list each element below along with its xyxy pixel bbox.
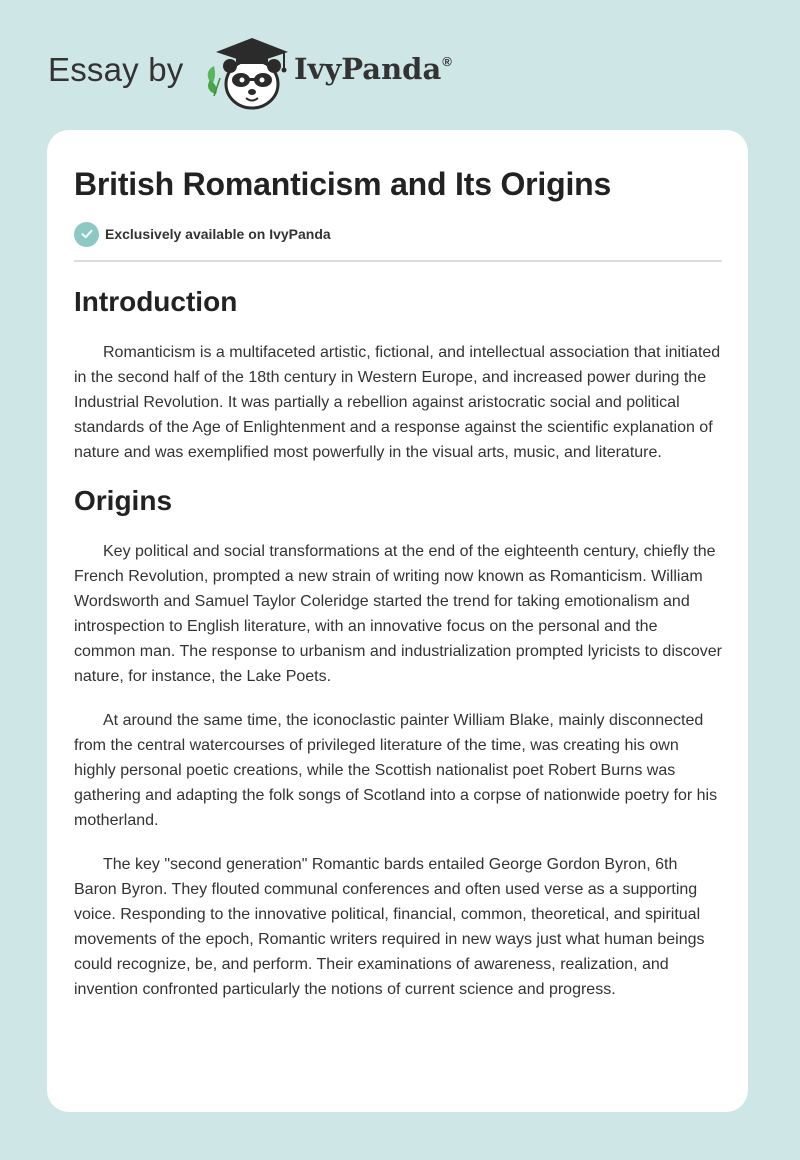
site-header [48,34,468,110]
exclusive-badge [74,221,722,247]
title-divider [74,260,722,262]
panda-graduation-cap-icon[interactable] [202,34,294,110]
section-heading-introduction: Introduction [74,286,238,317]
paragraph: Key political and social transformations at the end of the eighteenth century, chiefly the French Revolution, prompted a new strain of writing now known as Romanticism. William Wordsworth and Samuel Taylor Coleridge started the trend for taking emotionalism and introspection to English literature, with an innovative focus on the personal and the common man. The response to urbanism and industrialization prompted lyricists to discover nature, for instance, the Lake Poets. [74,543,722,685]
trademark-symbol: ® [442,54,452,69]
essay-card [47,130,748,1112]
exclusive-text: Exclusively available on IvyPanda [105,226,331,242]
ivypanda-wordmark[interactable] [294,52,452,86]
paragraph: The key "second generation" Romantic bards entailed George Gordon Byron, 6th Baron Byron. They flouted communal conferences and often used verse as a supporting voice. Responding to the innovative political, financial, common, theoretical, and spiritual movements of the epoch, Romantic writers required in new ways just what human beings could recognize, be, and perform. Their examinations of awareness, realization, and invention confronted particularly the notions of current science and progress. [74,856,705,998]
check-circle-icon [74,222,99,247]
brand-name-text: IvyPanda [294,52,442,86]
essay-by-label: Essay by [48,51,184,88]
paragraph: Romanticism is a multifaceted artistic, fictional, and intellectual association that initiated in the second half of the 18th century in Western Europe, and increased power during the Industrial Revolution. It was partially a rebellion against aristocratic social and political standards of the Age of Enlightenment and a response against the scientific explanation of nature and was exemplified most powerfully in the visual arts, music, and literature. [74,344,721,461]
essay-title: British Romanticism and Its Origins [74,166,612,202]
paragraph: At around the same time, the iconoclastic painter William Blake, mainly disconnected from the central watercourses of privileged literature of the time, was creating his own highly personal poetic creations, while the Scottish nationalist poet Robert Burns was gathering and adapting the folk songs of Scotland into a corpse of nationwide poetry for his motherland. [74,712,718,829]
section-heading-origins: Origins [74,485,173,516]
